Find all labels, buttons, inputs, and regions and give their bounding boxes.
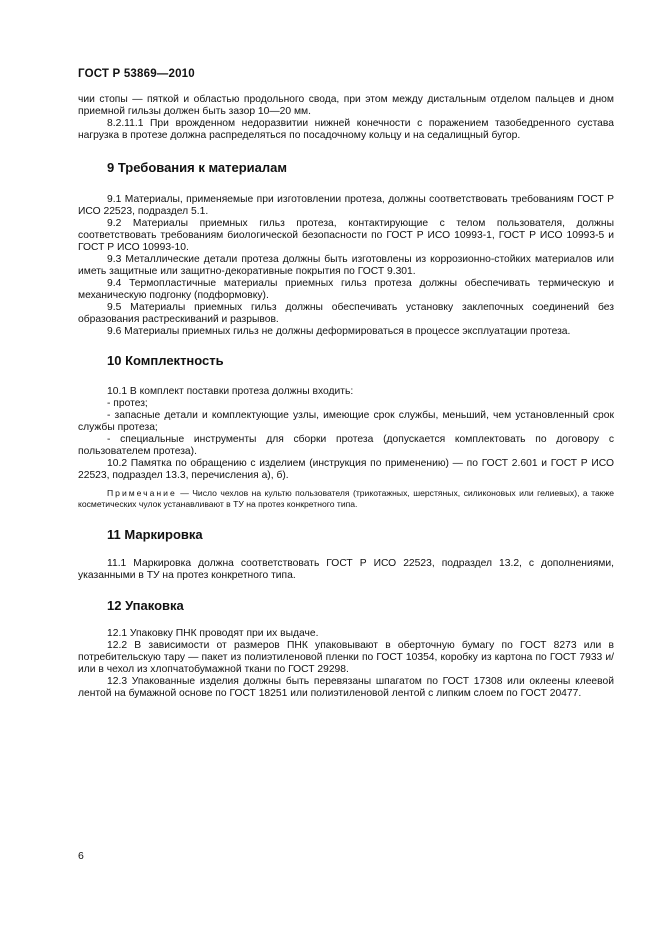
- section-12-title: 12 Упаковка: [107, 598, 184, 613]
- section-9-title: 9 Требования к материалам: [107, 160, 288, 175]
- paragraph-8-2-11-1: 8.2.11.1 При врожденном недоразвитии нижней конечности с поражением тазобедренного сустава нагрузка в протезе должна распределяться по посадочному кольцу и на седалищный бугор.: [78, 118, 614, 141]
- section-10-title: 10 Комплектность: [107, 353, 224, 368]
- paragraph-9-5: 9.5 Материалы приемных гильз должны обеспечивать установку заклепочных соединений без образования растрескиваний и разрывов.: [78, 302, 614, 325]
- section-11-title: 11 Маркировка: [107, 527, 203, 542]
- paragraph-12-1: 12.1 Упаковку ПНК проводят при их выдаче.: [107, 628, 319, 639]
- paragraph-12-3: 12.3 Упакованные изделия должны быть перевязаны шпагатом по ГОСТ 17308 или оклеены клеевой лентой на бумажной основе по ГОСТ 18251 или полиэтиленовой лентой с липким слоем по ГОСТ 20477.: [78, 676, 614, 699]
- list-item-spare-parts: - запасные детали и комплектующие узлы, имеющие срок службы, меньший, чем установленный срок службы протеза;: [78, 410, 614, 433]
- list-item-prosthesis: - протез;: [107, 398, 148, 409]
- note-label: Примечание: [107, 488, 177, 498]
- list-item-tools: - специальные инструменты для сборки протеза (допускается комплектовать по договору с пользователем протеза).: [78, 434, 614, 457]
- paragraph-10-2: 10.2 Памятка по обращению с изделием (инструкция по применению) — по ГОСТ 2.601 и ГОСТ Р ИСО 22523, подраздел 13.3, перечисления а), б).: [78, 458, 614, 481]
- paragraph-9-6: 9.6 Материалы приемных гильз не должны деформироваться в процессе эксплуатации протеза.: [107, 326, 571, 337]
- paragraph-9-1: 9.1 Материалы, применяемые при изготовлении протеза, должны соответствовать требованиям ГОСТ Р ИСО 22523, подраздел 5.1.: [78, 194, 614, 217]
- note-text: — Число чехлов на культю пользователя (трикотажных, шерстяных, силиконовых или гелиевых), а также косметических чулок устанавливают в ТУ на протез конкретного типа.: [78, 488, 615, 509]
- paragraph-continuation: чии стопы — пяткой и областью продольного свода, при этом между дистальным отделом пальцев и дном приемной гильзы должен быть зазор 10—20 мм.: [78, 94, 614, 117]
- document-header: ГОСТ Р 53869—2010: [78, 68, 195, 80]
- paragraph-12-2: 12.2 В зависимости от размеров ПНК упаковывают в оберточную бумагу по ГОСТ 8273 или в потребительскую тару — пакет из полиэтиленовой пленки по ГОСТ 10354, коробку из картона по ГОСТ 7933 и/или в чехол из хлопчатобумажной ткани по ГОСТ 29298.: [78, 640, 614, 675]
- note: [78, 488, 614, 510]
- paragraph-9-4: 9.4 Термопластичные материалы приемных гильз протеза должны обеспечивать термическую и механическую подгонку (подформовку).: [78, 278, 614, 301]
- page-content: [78, 94, 614, 700]
- paragraph-9-2: 9.2 Материалы приемных гильз протеза, контактирующие с телом пользователя, должны соответствовать требованиям биологической безопасности по ГОСТ Р ИСО 10993-1, ГОСТ Р ИСО 10993-5 и ГОСТ Р ИСО 10993-10.: [78, 218, 614, 253]
- paragraph-11-1: 11.1 Маркировка должна соответствовать ГОСТ Р ИСО 22523, подраздел 13.2, с дополнениями, указанными в ТУ на протез конкретного типа.: [78, 558, 614, 581]
- page-number: 6: [78, 850, 84, 862]
- paragraph-9-3: 9.3 Металлические детали протеза должны быть изготовлены из коррозионно-стойких материалов или иметь защитные или защитно-декоративные покрытия по ГОСТ 9.301.: [78, 254, 614, 277]
- paragraph-10-1: 10.1 В комплект поставки протеза должны входить:: [107, 386, 354, 397]
